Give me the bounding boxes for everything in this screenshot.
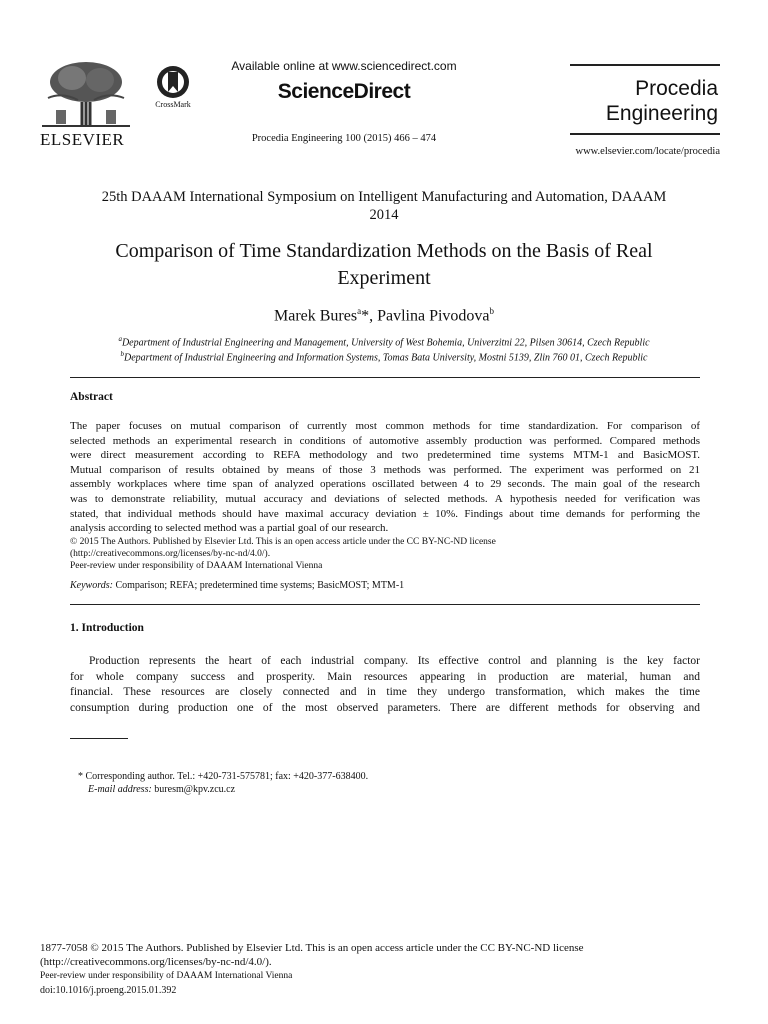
abstract-license-link[interactable]: (http://creativecommons.org/licenses/by-nc-nd/4.0/).: [70, 549, 271, 559]
affiliation-text: Department of Industrial Engineering and Information Systems, Tomas Bata University, Mostni 5139, Zlin 760 01, Czech Republic: [124, 352, 648, 364]
conference-line2: 2014: [369, 207, 399, 223]
keywords-label: Keywords:: [70, 580, 113, 591]
author-name: Pavlina Pivodova: [377, 307, 490, 325]
divider-rule: [70, 377, 700, 378]
crossmark-label: CrossMark: [155, 100, 191, 109]
email-footnote: [88, 784, 235, 795]
divider-rule: [70, 604, 700, 605]
keywords-text: Comparison; REFA; predetermined time systems; BasicMOST; MTM-1: [115, 580, 405, 591]
crossmark-badge[interactable]: [150, 64, 196, 109]
author-name: Marek Bures: [273, 307, 358, 325]
journal-name-line2: Engineering: [605, 102, 718, 125]
intro-line: for whole company success and prosperity. Main resources appearing in production are material, human and: [70, 670, 700, 683]
author-list: [40, 306, 728, 325]
journal-box: [570, 64, 720, 135]
introduction-body: [70, 654, 700, 716]
abstract-line: The paper focuses on mutual comparison of currently most common methods for time standardization. For comparison of: [70, 420, 700, 432]
email-label: E-mail address:: [88, 784, 152, 795]
footer-issn-license: 1877-7058 © 2015 The Authors. Published by Elsevier Ltd. This is an open access article under the CC BY-NC-ND license: [40, 942, 584, 954]
available-online-text: Available online at www.sciencedirect.com: [231, 59, 457, 73]
sciencedirect-logo: ScienceDirect: [277, 80, 411, 103]
abstract-line: analysis according to selected method was a partial goal of our research.: [70, 522, 389, 535]
abstract-line: stated, that individual methods should have maximal accuracy deviation ± 10%. Findings about time demands for performing the: [70, 507, 700, 520]
affiliation-text: Department of Industrial Engineering and Management, University of West Bohemia, Univerzitni 22, Pilsen 30614, Czech Republic: [121, 337, 650, 349]
abstract-body: [70, 419, 700, 536]
paper-title-line1: Comparison of Time Standardization Methods on the Basis of Real: [115, 240, 653, 262]
abstract-line: assembly workplaces where time span of analyzed operations oscillated between 4 to 29 seconds. The main goal of the research: [70, 478, 700, 491]
intro-line: consumption during production one of the most observed parameters. There are different methods for observing and: [70, 701, 700, 714]
abstract-line: selected methods an experimental research in conditions of automotive assembly production was performed. Compared methods: [70, 434, 700, 447]
footer-doi[interactable]: doi:10.1016/j.proeng.2015.01.392: [40, 985, 177, 996]
email-link[interactable]: buresm@kpv.zcu.cz: [154, 784, 236, 795]
footnote-rule: [70, 738, 128, 739]
author-separator: ,: [369, 307, 378, 325]
affiliation-mark: a: [118, 335, 122, 343]
abstract-line: Mutual comparison of results obtained by means of those 3 methods was performed. The experiment was performed on 21: [70, 463, 700, 476]
elsevier-tree-icon: [42, 58, 130, 128]
footer-license-link[interactable]: (http://creativecommons.org/licenses/by-nc-nd/4.0/).: [40, 956, 272, 968]
intro-line: financial. These resources are closely connected and in time they undergo transformation, which makes the time: [70, 686, 700, 699]
abstract-license-line1: © 2015 The Authors. Published by Elsevier Ltd. This is an open access article under the CC BY-NC-ND license: [70, 537, 496, 547]
corresponding-mark: *: [361, 307, 370, 325]
affiliation-a: [40, 335, 728, 348]
affiliation-b: [40, 350, 728, 363]
citation-line: Procedia Engineering 100 (2015) 466 – 474: [251, 133, 437, 144]
crossmark-icon: [155, 64, 191, 100]
elsevier-logo: [40, 58, 132, 148]
paper-title-line2: Experiment: [337, 267, 431, 289]
affiliation-mark: b: [120, 350, 124, 358]
author-affiliation-mark: a: [357, 306, 362, 316]
section-heading-introduction: 1. Introduction: [70, 622, 144, 634]
keywords-line: [70, 580, 404, 591]
abstract-heading: Abstract: [70, 391, 113, 403]
publisher-name: ELSEVIER: [40, 130, 125, 149]
footer-peer-review: Peer-review under responsibility of DAAAM International Vienna: [40, 971, 293, 981]
abstract-line: were direct measurement according to REFA methodology and two predetermined time systems MTM-1 and BasicMOST.: [70, 449, 700, 462]
abstract-line: was to demonstrate reliability, mutual accuracy and deviations of selected methods. A hypothesis needed for verification was: [70, 492, 700, 505]
conference-line1: 25th DAAAM International Symposium on Intelligent Manufacturing and Automation, DAAAM: [101, 189, 667, 205]
journal-name-line1: Procedia: [635, 77, 718, 100]
corresponding-author-footnote: * Corresponding author. Tel.: +420-731-575781; fax: +420-377-638400.: [78, 771, 369, 782]
intro-line: Production represents the heart of each industrial company. Its effective control and planning is the key factor: [89, 655, 700, 667]
journal-url-link[interactable]: www.elsevier.com/locate/procedia: [575, 146, 720, 157]
author-affiliation-mark: b: [489, 306, 495, 316]
abstract-peer-review: Peer-review under responsibility of DAAAM International Vienna: [70, 561, 323, 571]
